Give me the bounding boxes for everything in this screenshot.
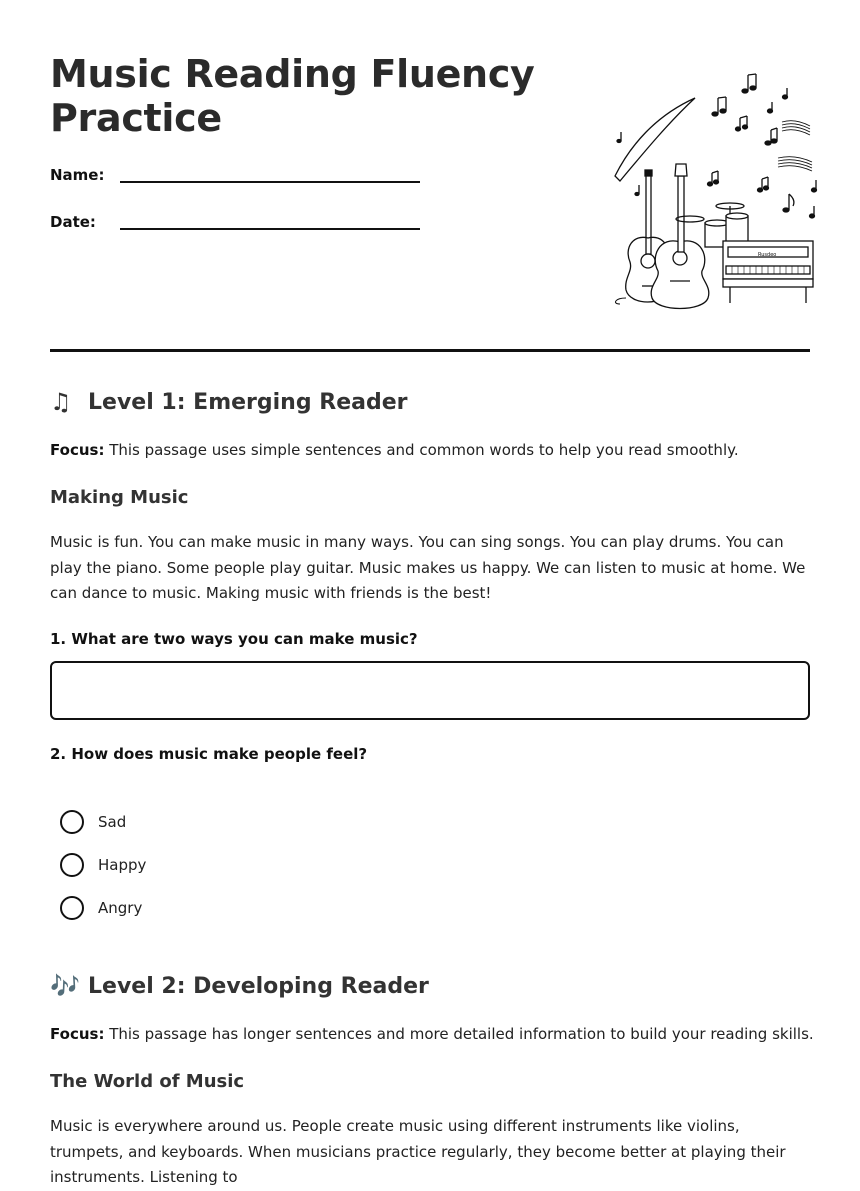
- music-note-icon: [736, 116, 748, 131]
- music-note-icon: [783, 88, 788, 99]
- radio-button[interactable]: [60, 896, 84, 920]
- music-note-icon: [617, 132, 621, 143]
- option-label: Happy: [98, 856, 147, 874]
- question-2: 2. How does music make people feel?: [50, 745, 368, 763]
- date-line[interactable]: [120, 228, 420, 230]
- music-note-icon: [812, 180, 817, 192]
- question-1: 1. What are two ways you can make music?: [50, 630, 418, 648]
- answer-box-question-1[interactable]: [50, 661, 810, 720]
- date-field[interactable]: [50, 213, 470, 241]
- date-label: Date:: [50, 213, 96, 231]
- level-1-passage: Music is fun. You can make music in many ways. You can sing songs. You can play drums. You can play the piano. Some people play guitar. Music makes us happy. We can listen to music at home. We can dance to music. Making music with friends is the best!: [50, 533, 806, 602]
- option-happy[interactable]: [60, 853, 146, 877]
- music-notes-icon: ♫: [50, 388, 72, 416]
- music-note-icon: [635, 185, 639, 196]
- focus-label: Focus:: [50, 1025, 105, 1043]
- music-note-icon: [768, 102, 773, 113]
- music-note-icon: [712, 97, 726, 116]
- page-title: [50, 52, 535, 140]
- acoustic-guitar-center: [651, 164, 709, 309]
- level-2-passage-title: The World of Music: [50, 1071, 245, 1092]
- level-1-title: Level 1: Emerging Reader: [88, 389, 408, 415]
- option-label: Sad: [98, 813, 127, 831]
- focus-text: This passage uses simple sentences and common words to help you read smoothly.: [104, 441, 739, 459]
- svg-text:Rusdeo: Rusdeo: [758, 252, 777, 258]
- level-2-title: Level 2: Developing Reader: [88, 973, 429, 999]
- title-line-2: Practice: [50, 96, 222, 140]
- music-notes-icon: 🎶: [50, 972, 80, 1000]
- title-line-1: Music Reading Fluency: [50, 52, 535, 96]
- focus-label: Focus:: [50, 441, 105, 459]
- option-angry[interactable]: [60, 896, 142, 920]
- music-note-icon: [783, 194, 794, 212]
- name-line[interactable]: [120, 181, 420, 183]
- level-1-focus: [50, 441, 739, 459]
- radio-button[interactable]: [60, 853, 84, 877]
- upright-piano: [723, 241, 813, 303]
- radio-button[interactable]: [60, 810, 84, 834]
- worksheet-header: [50, 0, 810, 352]
- level-1-passage-title: Making Music: [50, 487, 189, 508]
- music-note-icon: [765, 128, 777, 145]
- option-label: Angry: [98, 899, 143, 917]
- music-note-icon: [758, 177, 769, 192]
- option-sad[interactable]: [60, 810, 126, 834]
- music-instruments-illustration: [560, 66, 830, 316]
- music-note-icon: [742, 74, 756, 93]
- name-field[interactable]: [50, 166, 470, 194]
- level-2-passage: Music is everywhere around us. People create music using different instruments like violins, trumpets, and keyboards. When musicians practice regularly, they become better at playing their instruments. Listening to: [50, 1117, 786, 1186]
- music-note-icon: [708, 171, 719, 186]
- level-2-focus: [50, 1025, 814, 1043]
- name-label: Name:: [50, 166, 105, 184]
- focus-text: This passage has longer sentences and more detailed information to build your reading skills.: [104, 1025, 814, 1043]
- level-1-heading: [50, 388, 407, 416]
- music-note-icon: [810, 206, 815, 218]
- level-2-heading: [50, 972, 429, 1000]
